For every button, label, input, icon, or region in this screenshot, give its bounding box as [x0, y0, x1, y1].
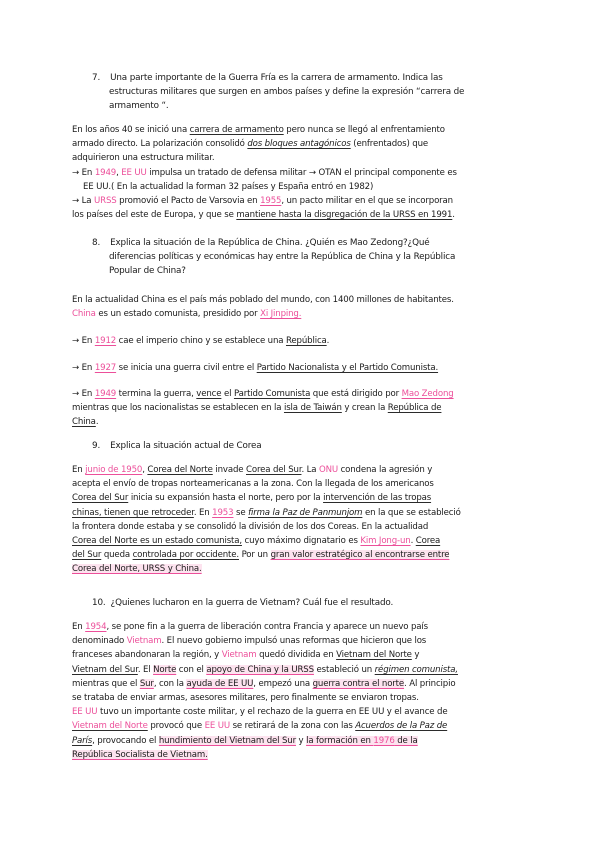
highlight-year: junio de 1950: [85, 465, 143, 475]
text-run: , empezó una: [253, 678, 313, 689]
question-number: 10.: [92, 598, 106, 608]
answer-10: [72, 620, 528, 762]
term-collapse-south: hundimiento del Vietnam del Sur: [158, 735, 296, 746]
question-text: Explica la situación de la República de China. ¿Quién es Mao Zedong?¿Qué: [110, 238, 430, 248]
highlight-country: EE UU: [121, 167, 147, 178]
answer-8-paragraph-3: [72, 361, 528, 375]
text-run: adquirieron una estructura militar.: [72, 153, 215, 164]
highlight-country: EE UU: [72, 707, 98, 718]
term-strategic-value: Corea del Norte, URSS y China.: [72, 564, 202, 575]
term-taiwan: isla de Taiwán: [283, 403, 342, 414]
question-8-line-2: diferencias políticas y económicas hay entre la República de China y la República: [109, 252, 456, 263]
text-run: que está dirigido por: [310, 389, 402, 399]
text-run: se trataba de enviar armas, asesores militares, pero finalmente se enviaron tropas.: [72, 693, 419, 704]
highlight-country: Vietnam: [126, 636, 162, 647]
text-run: .: [410, 536, 416, 547]
term-strategic-value: gran valor estratégico al encontrarse entre: [270, 550, 450, 561]
arrow-icon: →: [72, 336, 80, 346]
text-run: se: [233, 507, 249, 518]
text-run: mientras que los nacionalistas se establecen en la: [72, 403, 284, 414]
text-run: (enfrentados) que: [350, 139, 429, 150]
question-text: Una parte importante de la Guerra Fría es la carrera de armamento. Indica las: [110, 73, 443, 83]
arrow-icon: →: [72, 363, 80, 373]
text-run: , se pone fin a la guerra de liberación contra Francia y aparece un nuevo país: [106, 622, 428, 632]
term-south: Sur: [139, 678, 154, 689]
term-formation: la formación en: [306, 735, 374, 746]
text-run: mientras que el: [72, 678, 140, 689]
answer-8-paragraph-1: [72, 293, 528, 321]
term-us-aid: ayuda de EE UU: [186, 678, 254, 689]
question-text: ¿Quienes lucharon en la guerra de Vietnam? Cuál fue el resultado.: [110, 598, 394, 608]
text-run: . La: [301, 465, 319, 475]
question-text: Explica la situación actual de Corea: [110, 441, 262, 451]
text-run: .: [452, 210, 455, 221]
highlight-year: 1927: [94, 363, 117, 373]
term-formation: de la: [394, 735, 418, 746]
text-run: ,: [142, 465, 148, 475]
highlight-year: 1912: [94, 336, 117, 346]
term-two-blocs: dos bloques antagónicos: [247, 139, 351, 150]
highlight-country: China: [72, 309, 96, 320]
term-republic-of-china: República de: [387, 403, 442, 414]
text-run: armado directo. La polarización consolidó: [72, 139, 248, 150]
highlight-north-vietnam: Vietnam del Norte: [72, 721, 148, 732]
term-paris-accords: París: [72, 735, 93, 746]
answer-7-paragraph-2: [72, 166, 528, 194]
text-run: se retirará de la zona con las: [230, 721, 356, 732]
term-parties: Partido Nacionalista y el Partido Comunista.: [256, 363, 439, 373]
arrow-icon: →: [72, 389, 80, 399]
text-run: quedó dividida en: [256, 650, 337, 661]
highlight-year: 1953: [212, 507, 234, 518]
text-run: con el: [176, 664, 207, 675]
term-communist-party: Partido Comunista: [233, 389, 311, 399]
term-western-control: controlada por occidente.: [132, 550, 239, 561]
answer-8-paragraph-2: [72, 334, 528, 348]
term-south-korea: Corea del Sur: [72, 493, 129, 504]
highlight-year: 1976: [373, 735, 395, 746]
text-run: el: [221, 389, 234, 399]
text-run: termina la guerra,: [116, 389, 197, 399]
text-run: En: [79, 389, 95, 399]
question-8-line-1: [92, 236, 528, 250]
text-run: En: [79, 336, 95, 346]
text-run: Por un: [239, 550, 271, 561]
term-republic: República: [285, 336, 327, 346]
text-run: acepta el envío de tropas norteamericanas a la zona. Con la llegada de los americanos: [72, 479, 434, 490]
text-run: . El nuevo gobierno impulsó unas reformas que hicieron que los: [161, 636, 427, 647]
text-run: provocó que: [147, 721, 205, 732]
term-south-korea: del Sur: [72, 550, 102, 561]
term-war-north: guerra contra el norte: [312, 678, 405, 689]
term-socialist-republic: República Socialista de Vietnam.: [72, 749, 208, 760]
highlight-year: 1949: [94, 389, 117, 399]
text-run: queda: [101, 550, 133, 561]
term-north: Norte: [153, 664, 177, 675]
text-run: y: [411, 650, 420, 661]
text-run: tuvo un importante coste militar, y el rechazo de la guerra en EE UU y el avance de: [97, 707, 448, 718]
highlight-country: URSS: [93, 196, 117, 207]
text-run: invade: [212, 465, 246, 475]
question-8: [92, 236, 528, 279]
text-run: pero nunca se llegó al enfrentamiento: [283, 125, 445, 135]
text-run: franceses abandonaran la región, y: [72, 650, 222, 661]
text-run: y crean la: [341, 403, 388, 414]
text-run: cuyo máximo dignatario es: [241, 536, 361, 547]
term-support: apoyo de China y la URSS: [206, 664, 314, 675]
term-dissolution: mantiene hasta la disgregación de la URSS en 1991: [236, 210, 453, 221]
question-number: 7.: [92, 73, 101, 83]
question-number: 9.: [92, 441, 101, 451]
highlight-person: Kim Jong-un: [360, 536, 411, 547]
highlight-year: 1954: [85, 622, 107, 632]
answer-7-paragraph-1: [72, 123, 528, 166]
answer-7: [72, 123, 528, 222]
term-south-korea: Corea: [415, 536, 441, 547]
highlight-person: Xi Jinping.: [260, 309, 302, 320]
question-number: 8.: [92, 238, 101, 248]
text-run: denominado: [72, 636, 127, 647]
term-communist-regime: régimen comunista,: [374, 664, 458, 675]
text-run: En la actualidad China es el país más poblado del mundo, con 1400 millones de habitantes.: [72, 295, 454, 305]
highlight-year: 1949: [94, 167, 117, 178]
text-run: .: [326, 336, 330, 346]
highlight-organization: ONU: [318, 465, 338, 475]
question-7-line-1: [92, 71, 522, 85]
question-8-line-3: Popular de China?: [109, 266, 186, 277]
text-run: . El: [137, 664, 154, 675]
term-communist-state: Corea del Norte es un estado comunista,: [72, 536, 242, 547]
text-run: condena la agresión y: [338, 465, 433, 475]
text-run: impulsa un tratado de defensa militar → OTAN el principal componente es: [146, 167, 457, 178]
text-run: En: [79, 363, 95, 373]
text-run: En: [72, 622, 86, 632]
text-run: EE UU.( En la actualidad la forman 32 países y España entró en 1982): [83, 181, 374, 192]
term-arms-race: carrera de armamento: [189, 125, 284, 135]
text-run: En los años 40 se inició una: [72, 125, 190, 135]
highlight-year: 1955: [260, 196, 282, 207]
text-run: estableció un: [313, 664, 375, 675]
text-run: . Al principio: [404, 678, 456, 689]
question-7-line-3: armamento “.: [109, 101, 169, 112]
text-run: .: [95, 417, 99, 428]
term-paris-accords: Acuerdos de la Paz de: [355, 721, 448, 732]
arrow-icon: →: [72, 196, 80, 207]
text-run: la frontera donde estaba y se consolidó la división de los dos Coreas. En la actualidad: [72, 521, 429, 532]
term-chinese-intervention: chinas, tienen que retroceder: [72, 507, 194, 518]
text-run: promovió el Pacto de Varsovia en: [116, 196, 261, 207]
text-run: es un estado comunista, presidido por: [95, 309, 261, 320]
term-panmunjom: firma la Paz de Panmunjom: [248, 507, 363, 518]
question-9: [92, 439, 528, 453]
answer-7-paragraph-3: [72, 194, 528, 222]
term-north-vietnam: Vietnam del Norte: [336, 650, 412, 661]
highlight-country: Vietnam: [221, 650, 257, 661]
question-7: [92, 71, 522, 114]
highlight-country: EE UU: [204, 721, 230, 732]
arrow-icon: →: [72, 167, 80, 178]
text-run: , provocando el: [92, 735, 159, 746]
highlight-person: Mao Zedong: [401, 389, 454, 399]
term-wins: vence: [196, 389, 222, 399]
text-run: , con la: [153, 678, 187, 689]
text-run: inicia su expansión hasta el norte, pero por la: [128, 493, 324, 504]
text-run: . En: [193, 507, 213, 518]
text-run: La: [79, 196, 94, 207]
text-run: cae el imperio chino y se establece una: [116, 336, 286, 346]
question-10: [92, 596, 528, 610]
answer-8-paragraph-4: [72, 387, 528, 430]
term-south-vietnam: Vietnam del Sur: [72, 664, 138, 675]
text-run: En: [72, 465, 86, 475]
text-run: se inicia una guerra civil entre el: [116, 363, 257, 373]
answer-8: [72, 293, 528, 321]
term-south-korea: Corea del Sur: [246, 465, 302, 475]
text-run: en la que se estableció: [362, 507, 461, 518]
term-chinese-intervention: intervención de las tropas: [323, 493, 432, 504]
text-run: , un pacto militar en el que se incorporan: [281, 196, 453, 207]
question-7-line-2: estructuras militares que surgen en ambos países y define la expresión “carrera de: [109, 87, 465, 98]
text-run: ,: [116, 167, 122, 178]
text-run: los países del este de Europa, y que se: [72, 210, 237, 221]
term-republic-of-china: China: [72, 417, 96, 428]
answer-9: [72, 463, 528, 577]
text-run: En: [79, 167, 95, 178]
term-north-korea: Corea del Norte: [147, 465, 213, 475]
text-run: y: [295, 735, 307, 746]
